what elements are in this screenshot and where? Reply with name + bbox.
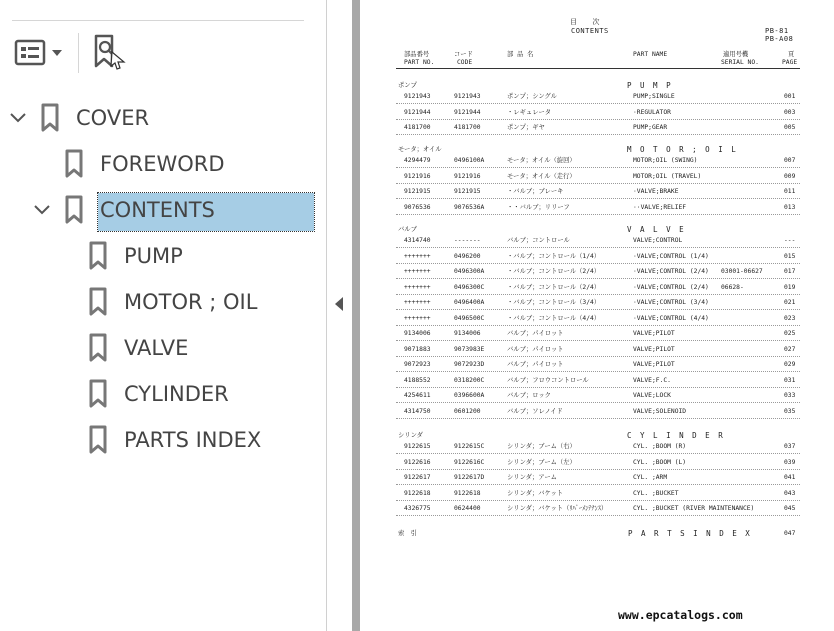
- cell-code: 0601200: [454, 407, 481, 415]
- cell-code: 9073983E: [454, 345, 485, 353]
- list-options-icon: [14, 38, 66, 68]
- cell-part-no: 9122616: [404, 458, 431, 466]
- header-serial-en: SERIAL NO.: [721, 59, 759, 66]
- toolbar-separator: [78, 33, 79, 73]
- cell-name-en: VALVE;PILOT: [633, 330, 675, 337]
- cell-name-jp: バルブ；ロック: [507, 392, 551, 399]
- cell-name-jp: バルブ；パイロット: [507, 361, 564, 368]
- cell-code: 9121943: [454, 93, 481, 100]
- header-page-jp: 頁: [788, 51, 795, 58]
- cell-page: 033: [784, 392, 796, 399]
- cell-name-en: CYL. ;BUCKET (RIVER MAINTENANCE): [633, 505, 755, 512]
- cell-code: 0496300C: [454, 283, 485, 291]
- cell-page: 037: [784, 443, 796, 450]
- cell-name-en: VALVE;CONTROL: [633, 237, 683, 244]
- bookmark-pump[interactable]: [0, 238, 326, 274]
- cell-code: 9134006: [454, 330, 481, 337]
- cell-name-jp: シリンダ；バケット（ﾘﾊﾞｰﾒﾝﾃﾅﾝｽ）: [507, 505, 608, 512]
- cell-code: 9121915: [454, 188, 481, 195]
- cell-name-en: CYL. ;ARM: [633, 474, 668, 481]
- cell-name-en: VALVE;SOLENOID: [633, 407, 687, 415]
- section-heading-jp: モータ；オイル: [398, 146, 442, 153]
- cell-name-jp: シリンダ；アーム: [507, 474, 557, 481]
- cell-part-no: +++++++: [404, 314, 431, 322]
- cell-name-en: CYL. ;BUCKET: [633, 489, 679, 497]
- cell-code: 0496200: [454, 252, 481, 260]
- row-rule: [396, 484, 800, 485]
- bookmark-icon: [64, 195, 84, 225]
- cell-part-no: +++++++: [404, 268, 431, 275]
- cell-page: 003: [784, 108, 796, 116]
- bookmark-label: MOTOR ; OIL: [124, 290, 258, 314]
- row-rule: [396, 309, 800, 310]
- cell-name-en: CYL. ;BOOM (R): [633, 443, 687, 450]
- cell-code: -------: [454, 237, 481, 244]
- header-serial-jp: 適用号機: [723, 51, 749, 58]
- cell-name-jp: ・バルブ；コントロール（1/4）: [507, 252, 601, 260]
- cell-part-no: 9071883: [404, 345, 431, 353]
- cell-part-no: 4181700: [404, 124, 431, 131]
- watermark-url: www.epcatalogs.com: [618, 608, 743, 622]
- bookmark-label: PUMP: [124, 244, 183, 268]
- row-rule: [396, 247, 800, 248]
- row-rule: [396, 402, 800, 403]
- section-heading-en: V A L V E: [627, 225, 686, 234]
- cell-name-en: ·VALVE;BRAKE: [633, 188, 679, 195]
- cell-name-en: ·VALVE;CONTROL (4/4): [633, 314, 709, 322]
- doc-title-en: CONTENTS: [571, 27, 609, 35]
- index-jp: 索 引: [398, 530, 417, 537]
- cell-name-jp: シリンダ；ブーム（左）: [507, 458, 576, 466]
- cell-code: 0496500C: [454, 314, 485, 322]
- cell-part-no: 9122615: [404, 443, 431, 450]
- bookmark-label: CYLINDER: [124, 382, 229, 406]
- bookmark-label: PARTS INDEX: [124, 428, 262, 452]
- cell-page: 045: [784, 505, 796, 512]
- cell-name-jp: ・・バルブ；リリーフ: [507, 203, 570, 211]
- section-heading-en: M O T O R ; O I L: [627, 145, 738, 154]
- cell-code: 0496300A: [454, 268, 485, 275]
- cell-part-no: +++++++: [404, 283, 431, 291]
- cell-page: 017: [784, 268, 796, 275]
- cell-code: 0496100A: [454, 157, 485, 164]
- cell-page: 023: [784, 314, 796, 322]
- cell-page: 039: [784, 458, 796, 466]
- document-gutter: [352, 0, 360, 631]
- cell-serial: 06628-: [721, 283, 744, 291]
- cell-name-en: CYL. ;BOOM (L): [633, 458, 687, 466]
- cell-name-en: MOTOR;OIL (SWING): [633, 157, 698, 164]
- row-rule: [396, 500, 800, 501]
- header-part-no-en: PART NO.: [404, 59, 435, 66]
- row-rule: [396, 263, 800, 264]
- row-rule: [396, 278, 800, 279]
- section-heading-jp: バルブ: [398, 226, 417, 233]
- header-code-en: CODE: [457, 59, 473, 66]
- cell-code: 9122617D: [454, 474, 485, 481]
- bookmark-valve[interactable]: [0, 330, 326, 366]
- row-rule: [396, 515, 800, 516]
- cell-page: 027: [784, 345, 796, 353]
- section-heading-en: P U M P: [627, 81, 673, 90]
- bookmark-label: CONTENTS: [98, 193, 314, 231]
- document-page: [360, 0, 834, 631]
- cell-code: 0624400: [454, 505, 481, 512]
- bookmark-icon: [88, 333, 108, 363]
- cell-name-jp: バルブ；ソレノイド: [507, 407, 563, 415]
- section-heading-jp: ポンプ: [398, 82, 417, 89]
- cell-code: 0496400A: [454, 299, 485, 306]
- cell-code: 9076536A: [454, 203, 485, 211]
- row-rule: [396, 119, 800, 120]
- row-rule: [396, 183, 800, 184]
- row-rule: [396, 198, 800, 199]
- cell-page: 031: [784, 376, 796, 384]
- cell-name-en: PUMP;GEAR: [633, 124, 668, 131]
- cell-name-jp: ・バルブ；コントロール（4/4）: [507, 314, 601, 322]
- bookmark-foreword[interactable]: [0, 146, 326, 182]
- cell-name-en: VALVE;PILOT: [633, 361, 675, 368]
- cell-code: 0396600A: [454, 392, 485, 399]
- header-page-en: PAGE: [782, 59, 798, 66]
- cell-code: 9121944: [454, 108, 481, 116]
- cell-name-en: ··VALVE;RELIEF: [633, 203, 687, 211]
- cell-name-jp: バルブ；パイロット: [507, 345, 564, 353]
- cell-name-en: ·VALVE;CONTROL (3/4): [633, 299, 709, 306]
- bookmark-label: FOREWORD: [100, 152, 225, 176]
- cell-name-jp: ・バルブ；コントロール（2/4）: [507, 268, 601, 275]
- cell-page: 011: [784, 188, 796, 195]
- cell-name-en: MOTOR;OIL (TRAVEL): [633, 172, 702, 180]
- cell-name-jp: シリンダ；バケット: [507, 489, 564, 497]
- doc-code-1: PB-81: [765, 27, 789, 35]
- cell-name-en: VALVE;PILOT: [633, 345, 675, 353]
- cell-name-en: ·VALVE;CONTROL (1/4): [633, 252, 709, 260]
- cell-part-no: +++++++: [404, 299, 431, 306]
- cell-part-no: 4326775: [404, 505, 431, 512]
- cell-page: 019: [784, 283, 796, 291]
- index-page: 047: [784, 530, 796, 537]
- cell-part-no: 4314740: [404, 237, 431, 244]
- cell-name-jp: シリンダ；ブーム（右）: [507, 443, 576, 450]
- cell-part-no: 9122618: [404, 489, 431, 497]
- cell-part-no: 9121916: [404, 172, 431, 180]
- bookmark-icon: [88, 287, 108, 317]
- header-part-no-jp: 部品番号: [404, 51, 430, 58]
- cell-code: 9121916: [454, 172, 481, 180]
- bookmark-icon: [64, 149, 84, 179]
- cell-part-no: 4254611: [404, 392, 431, 399]
- cell-page: 009: [784, 172, 796, 180]
- bookmarks-panel: [0, 0, 326, 631]
- header-part-name-en: PART NAME: [633, 51, 668, 58]
- bookmark-contents[interactable]: [0, 192, 326, 228]
- row-rule: [396, 325, 800, 326]
- bookmark-icon: [88, 379, 108, 409]
- cell-page: 005: [784, 124, 796, 131]
- doc-title-jp: 目 次: [570, 18, 600, 26]
- cell-name-jp: ・レギュレータ: [507, 108, 552, 116]
- cell-name-jp: ポンプ；ギヤ: [507, 124, 545, 131]
- cell-name-en: ·VALVE;CONTROL (2/4): [633, 283, 709, 291]
- row-rule: [396, 214, 800, 215]
- cell-page: 007: [784, 157, 796, 164]
- cell-page: 021: [784, 299, 796, 306]
- bookmark-cylinder[interactable]: [0, 376, 326, 412]
- cell-part-no: 4188552: [404, 376, 431, 384]
- cell-name-en: VALVE;F.C.: [633, 376, 671, 384]
- cell-name-jp: バルブ；コントロール: [507, 237, 570, 244]
- cell-page: 013: [784, 203, 796, 211]
- cell-name-jp: バルブ；パイロット: [507, 330, 564, 337]
- row-rule: [396, 418, 800, 419]
- row-rule: [396, 356, 800, 357]
- row-rule: [396, 167, 800, 168]
- header-code-jp: コード: [454, 51, 473, 58]
- row-rule: [396, 469, 800, 470]
- cell-part-no: 9121943: [404, 93, 431, 100]
- cell-part-no: 9122617: [404, 474, 431, 481]
- find-bookmark-icon: [92, 34, 126, 70]
- header-rule: [396, 68, 800, 69]
- cell-name-jp: モータ；オイル（走行）: [507, 172, 576, 180]
- cell-name-en: ·REGULATOR: [633, 108, 671, 116]
- cell-page: 035: [784, 407, 796, 415]
- section-heading-en: C Y L I N D E R: [627, 431, 725, 440]
- cell-code: 9122615C: [454, 443, 485, 450]
- row-rule: [396, 103, 800, 104]
- bookmark-parts-index[interactable]: [0, 422, 326, 458]
- cell-name-jp: バルブ；フロウコントロール: [507, 376, 589, 384]
- bookmark-cover[interactable]: [0, 100, 326, 136]
- toolbar-divider: [12, 20, 304, 21]
- cell-part-no: 9121944: [404, 108, 431, 116]
- header-part-name-jp: 部 品 名: [507, 51, 534, 58]
- cell-name-jp: ・バルブ；コントロール（3/4）: [507, 299, 601, 306]
- cell-code: 4181700: [454, 124, 481, 131]
- cell-name-en: PUMP;SINGLE: [633, 93, 675, 100]
- cell-page: 029: [784, 361, 796, 368]
- bookmark-icon: [40, 103, 60, 133]
- chevron-down-icon[interactable]: [8, 108, 28, 128]
- cell-name-jp: ・バルブ；ブレーキ: [507, 188, 564, 195]
- doc-code-2: PB-A08: [765, 35, 794, 43]
- section-heading-jp: シリンダ: [398, 432, 423, 439]
- find-bookmark-button[interactable]: [92, 34, 126, 70]
- cell-part-no: 4314750: [404, 407, 431, 415]
- cell-page: 025: [784, 330, 796, 337]
- chevron-down-icon[interactable]: [32, 200, 52, 220]
- bookmark-icon: [88, 425, 108, 455]
- row-rule: [396, 294, 800, 295]
- index-en: P A R T S I N D E X: [628, 529, 752, 538]
- options-menu-button[interactable]: [14, 38, 66, 68]
- collapse-panel-icon[interactable]: [333, 296, 345, 312]
- row-rule: [396, 340, 800, 341]
- cell-page: 001: [784, 93, 796, 100]
- cell-name-jp: ポンプ；シングル: [507, 93, 557, 100]
- cell-page: 015: [784, 252, 796, 260]
- cell-page: ---: [784, 237, 796, 244]
- bookmark-label: VALVE: [124, 336, 189, 360]
- row-rule: [396, 387, 800, 388]
- cell-name-en: ·VALVE;CONTROL (2/4): [633, 268, 709, 275]
- row-rule: [396, 134, 800, 135]
- bookmark-label: COVER: [76, 106, 150, 130]
- cell-page: 041: [784, 474, 796, 481]
- row-rule: [396, 371, 800, 372]
- cell-name-jp: ・バルブ；コントロール（2/4）: [507, 283, 601, 291]
- bookmark-icon: [88, 241, 108, 271]
- cell-part-no: 4294479: [404, 157, 431, 164]
- cell-part-no: +++++++: [404, 252, 431, 260]
- panel-divider[interactable]: [326, 0, 353, 631]
- cell-page: 043: [784, 489, 796, 497]
- cell-code: 9122616C: [454, 458, 485, 466]
- cell-code: 9072923D: [454, 361, 485, 368]
- row-rule: [396, 453, 800, 454]
- cell-name-en: VALVE;LOCK: [633, 392, 671, 399]
- cell-serial: 03001-06627: [721, 268, 763, 275]
- cell-part-no: 9072923: [404, 361, 431, 368]
- cell-part-no: 9121915: [404, 188, 431, 195]
- cell-code: 0318200C: [454, 376, 485, 384]
- cell-code: 9122618: [454, 489, 481, 497]
- cell-part-no: 9076536: [404, 203, 431, 211]
- cell-part-no: 9134006: [404, 330, 431, 337]
- cell-name-jp: モータ；オイル（旋回）: [507, 157, 576, 164]
- bookmark-motor-oil[interactable]: [0, 284, 326, 320]
